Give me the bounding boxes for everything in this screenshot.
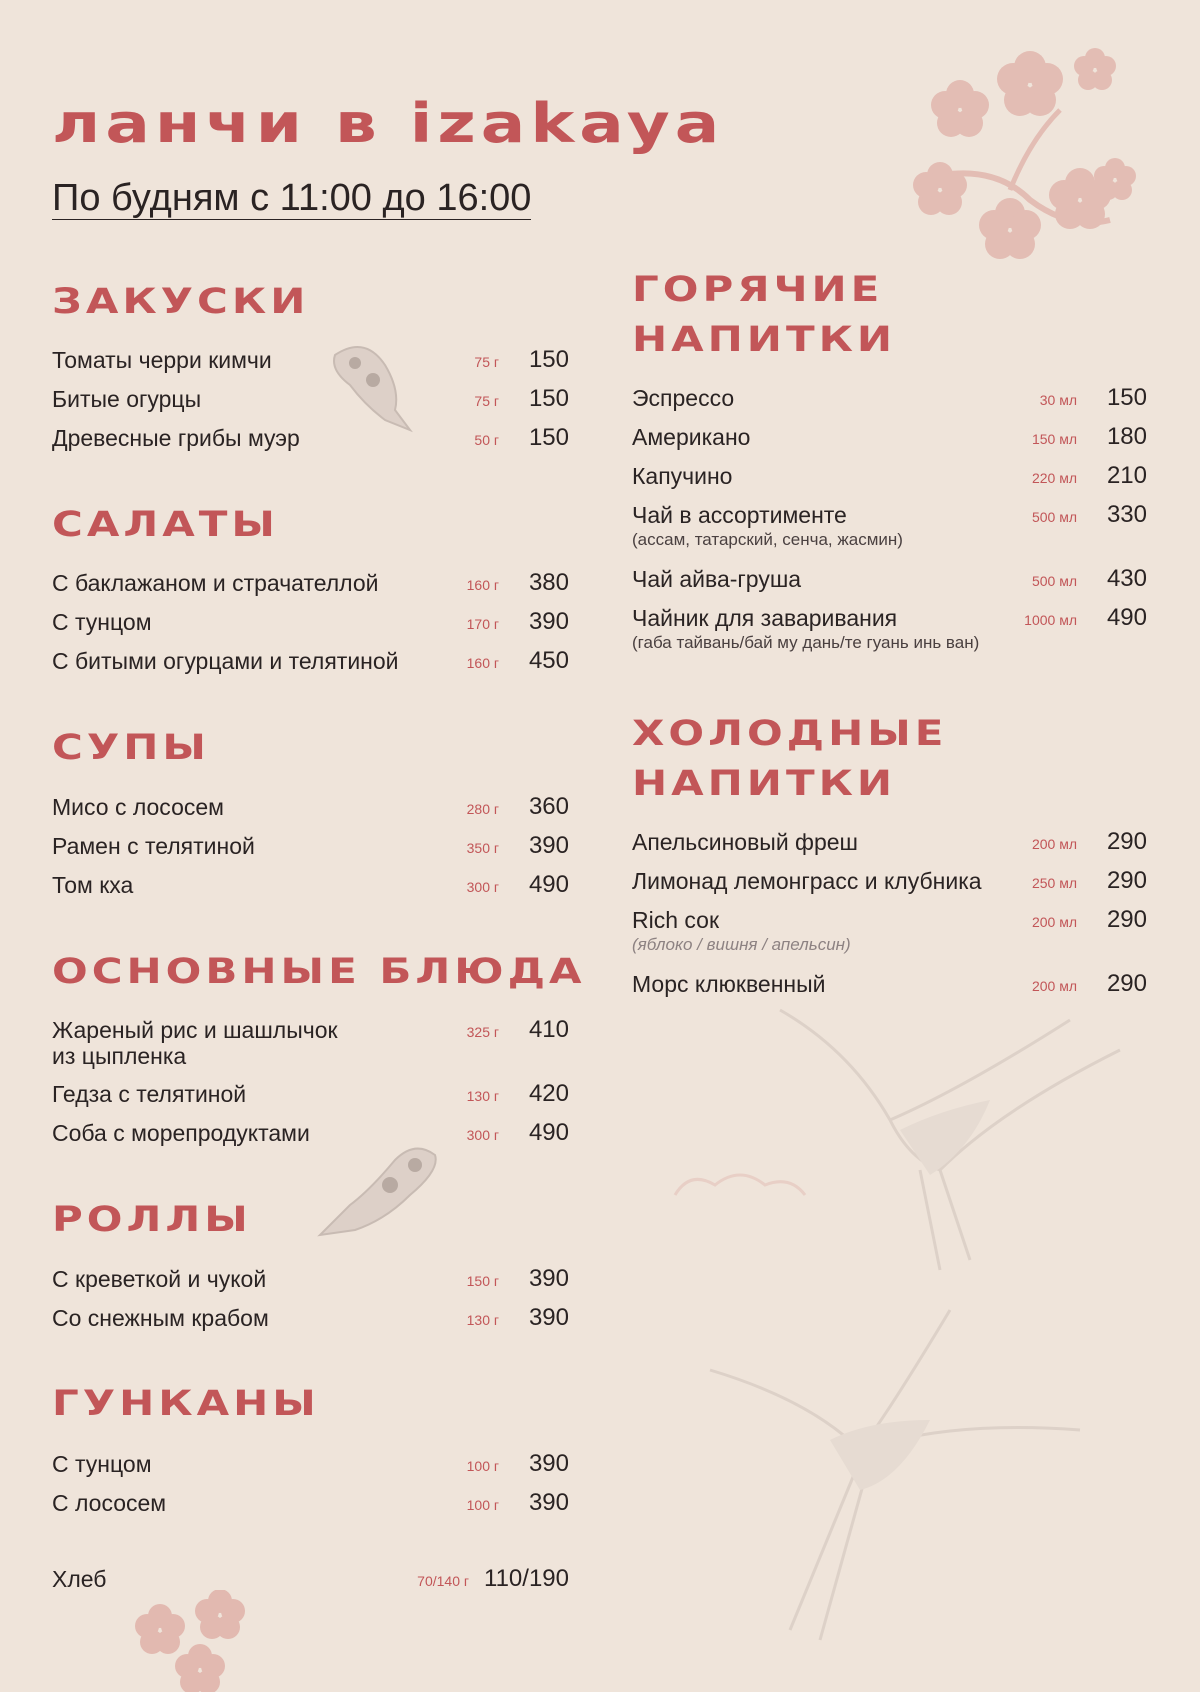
item-note: (габа тайвань/бай му дань/те гуань инь ван) xyxy=(632,633,980,652)
item-price: 420 xyxy=(528,1080,569,1107)
item-weight: 75 г xyxy=(474,354,499,370)
item-name-line2: из цыпленка xyxy=(52,1043,187,1069)
item-weight: 300 г xyxy=(466,1127,499,1143)
item-price: 450 xyxy=(528,647,569,674)
item-name: Лимонад лемонграсс и клубника xyxy=(632,868,982,894)
item-name: Гедза с телятиной xyxy=(52,1081,247,1107)
item-price: 290 xyxy=(1106,867,1147,894)
item-price: 410 xyxy=(528,1016,569,1043)
item-weight: 325 г xyxy=(466,1024,499,1040)
sakura-branch-icon xyxy=(900,30,1140,280)
item-name: Томаты черри кимчи xyxy=(52,347,272,373)
item-weight: 200 мл xyxy=(1031,836,1077,852)
item-name: С тунцом xyxy=(52,1451,152,1477)
item-weight: 300 г xyxy=(466,879,499,895)
item-weight: 70/140 г xyxy=(417,1573,469,1589)
section-title-salads: САЛАТЫ xyxy=(52,503,279,544)
item-weight: 30 мл xyxy=(1039,392,1077,408)
page-title: ланчи в izakaya xyxy=(52,92,725,156)
menu-item xyxy=(52,1304,569,1343)
menu-item xyxy=(632,828,1147,867)
menu-item xyxy=(52,1489,569,1528)
item-weight: 1000 мл xyxy=(1024,612,1077,628)
section-soups xyxy=(52,793,569,910)
item-name: С битыми огурцами и телятиной xyxy=(52,648,399,674)
item-name: Древесные грибы муэр xyxy=(52,425,300,451)
item-name: Морс клюквенный xyxy=(632,971,826,997)
section-mains xyxy=(52,1016,569,1158)
item-weight: 100 г xyxy=(466,1458,499,1474)
item-name: Соба с морепродуктами xyxy=(52,1120,310,1146)
menu-item xyxy=(632,501,1147,565)
section-title-soups: СУПЫ xyxy=(52,726,210,767)
sakura-branch-small-icon xyxy=(130,1590,270,1692)
menu-item xyxy=(52,832,569,871)
page-subtitle: По будням с 11:00 до 16:00 xyxy=(52,177,532,219)
item-price: 390 xyxy=(528,608,569,635)
section-title-mains: ОСНОВНЫЕ БЛЮДА xyxy=(52,950,586,991)
menu-item xyxy=(52,1119,569,1158)
item-weight: 150 мл xyxy=(1031,431,1077,447)
item-name: Мисо с лососем xyxy=(52,794,224,820)
item-weight: 500 мл xyxy=(1031,509,1077,525)
section-salads xyxy=(52,569,569,686)
item-weight: 75 г xyxy=(474,393,499,409)
item-name: Жареный рис и шашлычок xyxy=(52,1017,338,1043)
menu-item xyxy=(52,424,569,463)
item-name: Капучино xyxy=(632,463,733,489)
menu-item xyxy=(52,1265,569,1304)
item-weight: 160 г xyxy=(466,655,499,671)
item-name: Чай в ассортименте xyxy=(632,502,847,528)
item-price: 150 xyxy=(528,346,569,373)
section-title-hot-drinks: ГОРЯЧИЕ xyxy=(632,268,884,309)
item-price: 490 xyxy=(1106,604,1147,631)
item-name: Чайник для заваривания xyxy=(632,605,898,631)
menu-item xyxy=(52,569,569,608)
item-weight: 100 г xyxy=(466,1497,499,1513)
section-cold-drinks xyxy=(632,828,1147,1009)
item-price: 150 xyxy=(1106,384,1147,411)
item-name: Апельсиновый фреш xyxy=(632,829,859,855)
item-note: (ассам, татарский, сенча, жасмин) xyxy=(632,530,903,549)
section-title-gunkans: ГУНКАНЫ xyxy=(52,1382,320,1423)
item-name: Эспрессо xyxy=(632,385,735,411)
item-weight: 170 г xyxy=(466,616,499,632)
item-name: С креветкой и чукой xyxy=(52,1266,267,1292)
item-price: 150 xyxy=(528,424,569,451)
section-snacks xyxy=(52,346,569,463)
item-weight: 50 г xyxy=(474,432,499,448)
menu-item xyxy=(52,793,569,832)
menu-item xyxy=(632,867,1147,906)
item-name: С баклажаном и страчателлой xyxy=(52,570,379,596)
item-price: 330 xyxy=(1106,501,1147,528)
menu-item xyxy=(632,462,1147,501)
item-name: Американо xyxy=(632,424,751,450)
menu-item xyxy=(52,647,569,686)
item-weight: 150 г xyxy=(466,1273,499,1289)
section-title-cold-drinks-line2: НАПИТКИ xyxy=(632,762,897,803)
item-price: 380 xyxy=(528,569,569,596)
menu-item xyxy=(52,1450,569,1489)
item-price: 430 xyxy=(1106,565,1147,592)
menu-item xyxy=(632,970,1147,1009)
cloud-swirl-icon xyxy=(670,1160,810,1210)
menu-item xyxy=(52,871,569,910)
menu-item xyxy=(632,906,1147,970)
menu-item xyxy=(52,385,569,424)
section-title-hot-drinks-line2: НАПИТКИ xyxy=(632,318,897,359)
section-rolls xyxy=(52,1265,569,1343)
item-name: Чай айва-груша xyxy=(632,566,802,592)
menu-item xyxy=(52,1080,569,1119)
item-weight: 500 мл xyxy=(1031,573,1077,589)
item-weight: 280 г xyxy=(466,801,499,817)
item-price: 290 xyxy=(1106,828,1147,855)
item-price: 150 xyxy=(528,385,569,412)
item-price: 110/190 xyxy=(484,1565,569,1592)
item-weight: 160 г xyxy=(466,577,499,593)
item-price: 490 xyxy=(528,1119,569,1146)
menu-item xyxy=(632,565,1147,604)
item-price: 390 xyxy=(528,1304,569,1331)
item-weight: 350 г xyxy=(466,840,499,856)
item-name: С тунцом xyxy=(52,609,152,635)
item-price: 390 xyxy=(528,832,569,859)
item-weight: 250 мл xyxy=(1031,875,1077,891)
item-weight: 220 мл xyxy=(1031,470,1077,486)
section-title-rolls: РОЛЛЫ xyxy=(52,1198,252,1239)
item-name: Со снежным крабом xyxy=(52,1305,269,1331)
item-weight: 200 мл xyxy=(1031,978,1077,994)
item-weight: 130 г xyxy=(466,1312,499,1328)
item-price: 490 xyxy=(528,871,569,898)
item-note: (яблоко / вишня / апельсин) xyxy=(632,935,851,954)
item-name: Том кха xyxy=(52,872,134,898)
item-weight: 130 г xyxy=(466,1088,499,1104)
item-name: С лососем xyxy=(52,1490,167,1516)
section-bread xyxy=(52,1565,569,1604)
item-name: Хлеб xyxy=(52,1566,107,1592)
item-price: 180 xyxy=(1106,423,1147,450)
menu-item xyxy=(632,604,1147,668)
menu-item xyxy=(52,346,569,385)
item-price: 390 xyxy=(528,1450,569,1477)
section-hot-drinks xyxy=(632,384,1147,668)
item-price: 390 xyxy=(528,1489,569,1516)
item-price: 210 xyxy=(1106,462,1147,489)
menu-item xyxy=(632,384,1147,423)
item-weight: 200 мл xyxy=(1031,914,1077,930)
item-price: 290 xyxy=(1106,906,1147,933)
item-price: 290 xyxy=(1106,970,1147,997)
section-gunkans xyxy=(52,1450,569,1528)
menu-item xyxy=(52,608,569,647)
menu-item xyxy=(52,1565,569,1604)
crane-bird-icon xyxy=(740,990,1140,1290)
item-name: Битые огурцы xyxy=(52,386,202,412)
item-name: Rich сок xyxy=(632,907,720,933)
item-name: Рамен с телятиной xyxy=(52,833,255,859)
section-title-snacks: ЗАКУСКИ xyxy=(52,280,310,321)
menu-item xyxy=(52,1016,569,1080)
item-price: 390 xyxy=(528,1265,569,1292)
crane-bird-2-icon xyxy=(690,1290,1110,1650)
section-title-cold-drinks: ХОЛОДНЫЕ xyxy=(632,712,948,753)
item-price: 360 xyxy=(528,793,569,820)
menu-item xyxy=(632,423,1147,462)
